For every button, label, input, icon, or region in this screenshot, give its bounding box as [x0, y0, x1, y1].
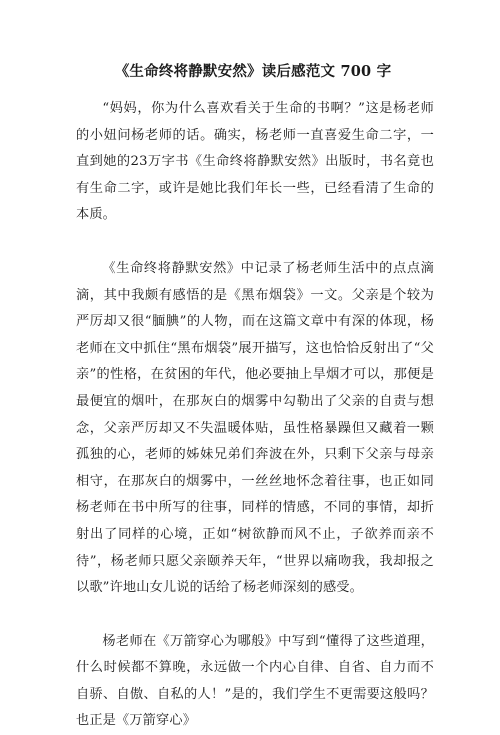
- paragraph-2: 《生命终将静默安然》中记录了杨老师生活中的点点滴滴，其中我颇有感悟的是《黑布烟袋》一文。父亲是个较为严厉却又很“腼腆”的人物，而在这篇文章中有深的体现，杨老师在文中抓住“黑布烟袋”展开描写，这也恰恰反射出了“父亲”的性格，在贫困的年代，他必要抽上旱烟才可以，那便是最便宜的烟叶，在那灰白的烟雾中勾勒出了父亲的自责与想念，父亲严厉却又不失温暖体贴，虽性格暴躁但又藏着一颗孤独的心，老师的姊妹兄弟们奔波在外，只剩下父亲与母亲相守，在那灰白的烟雾中，一丝丝地怀念着往事，也正如同杨老师在书中所写的往事，同样的情感，不同的事情，却折射出了同样的心境，正如“树欲静而风不止，子欲养而亲不待”，杨老师只愿父亲颐养天年，“世界以痛吻我，我却报之以歌”许地山女儿说的话给了杨老师深刻的感受。: [76, 260, 434, 596]
- paragraph-1: “妈妈，你为什么喜欢看关于生命的书啊？”这是杨老师的小妞问杨老师的话。确实，杨老师一直喜爱生命二字，一直到她的23万字书《生命终将静默安然》出版时，书名竟也有生命二字，或许是她比我们年长一些，已经看清了生命的本质。: [76, 101, 434, 223]
- document-title: 《生命终将静默安然》读后感范文 700 字: [114, 63, 392, 80]
- paragraph-3: 杨老师在《万箭穿心为哪般》中写到“懂得了这些道理，什么时候都不算晚，永远做一个内心自律、自省、自力而不自骄、自傲、自私的人！”是的，我们学生不更需要这般吗？也正是《万箭穿心》: [76, 633, 434, 729]
